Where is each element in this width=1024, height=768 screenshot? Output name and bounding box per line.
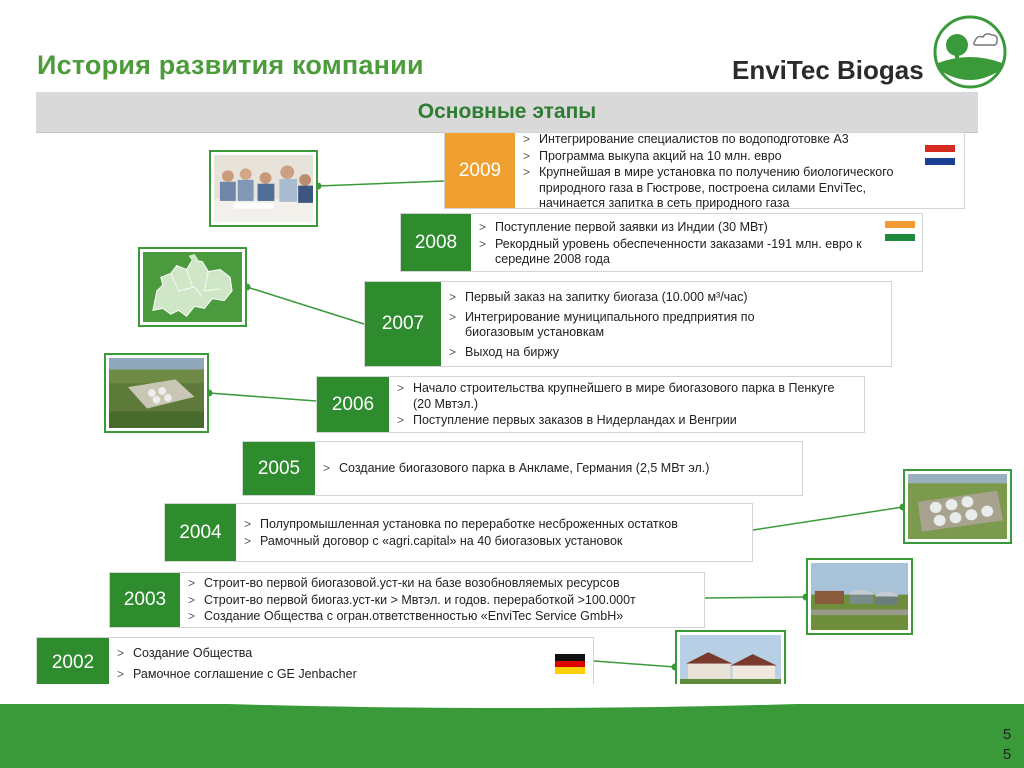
list-item: > Создание биогазового парка в Анкламе, Германия (2,5 МВт эл.) bbox=[321, 461, 791, 477]
milestone-list-2007 bbox=[447, 290, 767, 360]
list-item: > Рамочное соглашение с GE Jenbacher bbox=[115, 667, 535, 683]
year-label-2009: 2009 bbox=[445, 133, 515, 208]
year-label-2003: 2003 bbox=[110, 573, 180, 627]
milestone-list-2003 bbox=[186, 576, 702, 625]
europe-map-photo bbox=[138, 247, 247, 327]
milestone-list-2002 bbox=[115, 646, 535, 682]
germany-flag-icon bbox=[555, 654, 585, 674]
list-item: > Начало строительства крупнейшего в мире биогазового парка в Пенкуге (20 Мвтэл.) bbox=[395, 381, 850, 412]
year-label-2005: 2005 bbox=[243, 442, 315, 495]
milestone-card-2004 bbox=[164, 503, 753, 562]
list-item: > Рамочный договор с «agri.capital» на 40 биогазовых установок bbox=[242, 534, 742, 550]
list-item: > Строит-во первой биогаз.уст-ки > Мвтэл. и годов. переработкой >100.000т bbox=[186, 593, 702, 609]
list-item: > Первый заказ на запитку биогаза (10.000 м³/час) bbox=[447, 290, 767, 306]
list-item: > Программа выкупа акций на 10 млн. евро bbox=[521, 149, 931, 165]
company-logo-text: EnviTec Biogas bbox=[732, 55, 924, 85]
year-label-2004: 2004 bbox=[165, 504, 236, 561]
milestone-card-2005 bbox=[242, 441, 803, 496]
list-item: > Создание Общества bbox=[115, 646, 535, 662]
croatia-flag-icon bbox=[925, 145, 955, 165]
list-item: > Полупромышленная установка по переработке несброженных остатков bbox=[242, 517, 742, 533]
list-item: > Крупнейшая в мире установка по получению биологического природного газа в Гюстрове, построена силами EnviTec, начинается запитка в сеть природного газа bbox=[521, 165, 931, 212]
year-label-2007: 2007 bbox=[365, 282, 441, 366]
page-title: История развития компании bbox=[37, 50, 424, 80]
india-flag-icon bbox=[885, 221, 915, 241]
list-item: > Интегрирование специалистов по водоподготовке А3 bbox=[521, 132, 931, 148]
milestone-list-2004 bbox=[242, 517, 742, 549]
milestone-list-2009 bbox=[521, 132, 931, 212]
subtitle-band bbox=[36, 92, 978, 133]
biogas-park-aerial-photo bbox=[104, 353, 209, 433]
list-item: > Поступление первой заявки из Индии (30 МВт) bbox=[477, 220, 917, 236]
footer-band bbox=[0, 704, 1024, 768]
plant-aerial-photo-2004 bbox=[903, 469, 1012, 544]
milestone-card-2008 bbox=[400, 213, 923, 272]
year-label-2008: 2008 bbox=[401, 214, 471, 271]
year-label-2006: 2006 bbox=[317, 377, 389, 432]
milestone-card-2007 bbox=[364, 281, 892, 367]
milestone-card-2003 bbox=[109, 572, 705, 628]
milestone-card-2002 bbox=[36, 637, 594, 688]
list-item: > Выход на биржу bbox=[447, 345, 767, 361]
milestone-list-2008 bbox=[477, 220, 917, 268]
list-item: > Создание Общества с огран.ответственностью «EnviTec Service GmbH» bbox=[186, 609, 702, 625]
page-number: 5 5 bbox=[1002, 726, 1012, 763]
milestone-list-2005 bbox=[321, 461, 791, 477]
milestone-list-2006 bbox=[395, 381, 850, 429]
list-item: > Рекордный уровень обеспеченности заказами -191 млн. евро к середине 2008 года bbox=[477, 237, 917, 268]
milestone-card-2006 bbox=[316, 376, 865, 433]
list-item: > Интегрирование муниципального предприятия по биогазовым установкам bbox=[447, 310, 767, 341]
subtitle: Основные этапы bbox=[417, 100, 597, 123]
year-label-2002: 2002 bbox=[37, 638, 109, 687]
milestone-card-2009 bbox=[444, 132, 965, 209]
team-meeting-photo bbox=[209, 150, 318, 227]
envitec-logo-icon bbox=[933, 15, 1007, 89]
list-item: > Строит-во первой биогазовой.уст-ки на базе возобновляемых ресурсов bbox=[186, 576, 702, 592]
list-item: > Поступление первых заказов в Нидерландах и Венгрии bbox=[395, 413, 850, 429]
biogas-plant-photo-2003 bbox=[806, 558, 913, 635]
